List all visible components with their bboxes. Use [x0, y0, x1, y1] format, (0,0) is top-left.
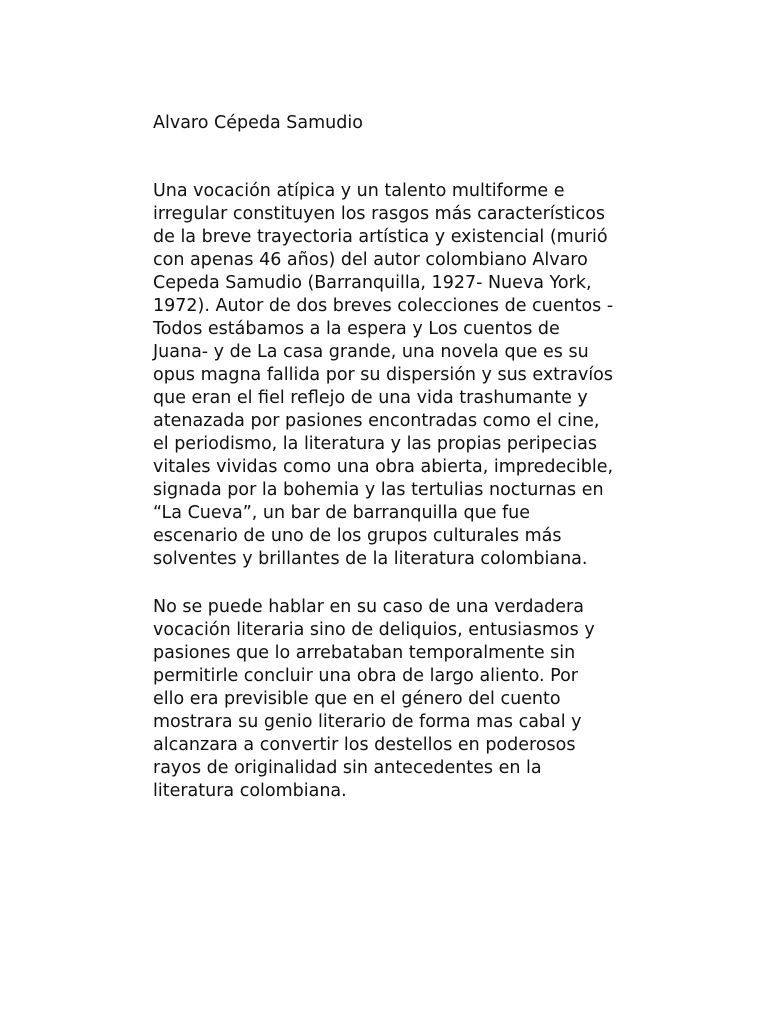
paragraph-line: que eran el fiel reflejo de una vida trashumante y — [153, 388, 588, 408]
paragraph-line: Una vocación atípica y un talento multiforme e — [153, 181, 565, 201]
paragraph-line: No se puede hablar en su caso de una verdadera — [153, 597, 584, 617]
paragraph-line: vocación literaria sino de deliquios, entusiasmos y — [153, 620, 595, 640]
paragraph-line: atenazada por pasiones encontradas como el cine, — [153, 411, 600, 431]
paragraph-line: permitirle concluir una obra de largo aliento. Por — [153, 666, 578, 686]
paragraph-line: 1972). Autor de dos breves colecciones de cuentos - — [153, 296, 614, 316]
paragraph-line: opus magna fallida por su dispersión y sus extravíos — [153, 365, 613, 385]
paragraph-line: literatura colombiana. — [153, 781, 347, 801]
paragraph-line: el periodismo, la literatura y las propias peripecias — [153, 434, 597, 454]
paragraph-2 — [153, 596, 595, 803]
paragraph-line: Juana- y de La casa grande, una novela que es su — [153, 342, 589, 362]
paragraph-line: signada por la bohemia y las tertulias nocturnas en — [153, 480, 604, 500]
paragraph-line: Todos estábamos a la espera y Los cuentos de — [153, 319, 560, 339]
paragraph-1 — [153, 180, 613, 571]
paragraph-line: de la breve trayectoria artística y existencial (murió — [153, 227, 608, 247]
paragraph-line: pasiones que lo arrebataban temporalmente sin — [153, 643, 576, 663]
paragraph-line: mostrara su genio literario de forma mas cabal y — [153, 712, 582, 732]
document-title: Alvaro Cépeda Samudio — [153, 113, 363, 133]
paragraph-line: solventes y brillantes de la literatura colombiana. — [153, 549, 588, 569]
paragraph-line: alcanzara a convertir los destellos en poderosos — [153, 735, 576, 755]
paragraph-line: escenario de uno de los grupos culturales más — [153, 526, 562, 546]
paragraph-line: “La Cueva”, un bar de barranquilla que fue — [153, 503, 531, 523]
paragraph-line: irregular constituyen los rasgos más característicos — [153, 204, 605, 224]
paragraph-line: Cepeda Samudio (Barranquilla, 1927- Nueva York, — [153, 273, 592, 293]
paragraph-line: vitales vividas como una obra abierta, impredecible, — [153, 457, 614, 477]
paragraph-line: ello era previsible que en el género del cuento — [153, 689, 561, 709]
paragraph-line: rayos de originalidad sin antecedentes en la — [153, 758, 542, 778]
paragraph-line: con apenas 46 años) del autor colombiano Alvaro — [153, 250, 588, 270]
